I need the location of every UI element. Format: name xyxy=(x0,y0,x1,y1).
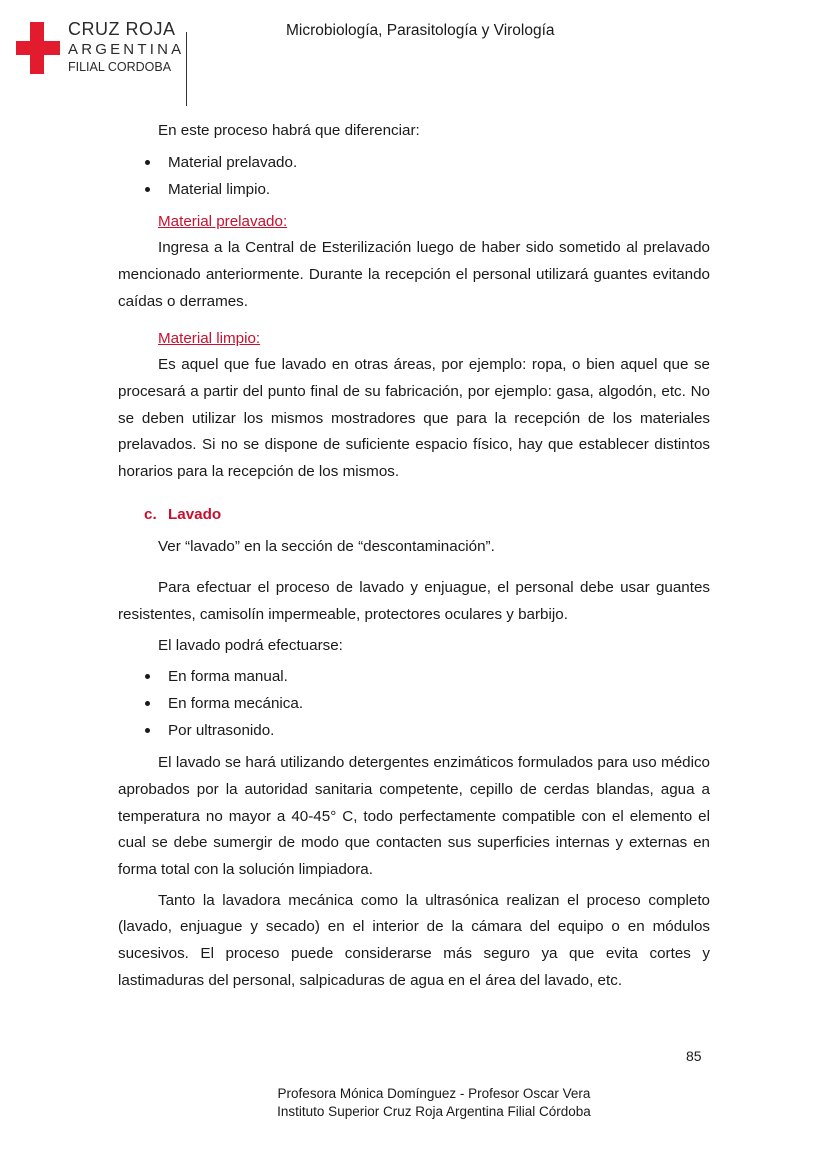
options-intro: El lavado podrá efectuarse: xyxy=(158,636,343,654)
cruz-roja-logo xyxy=(14,18,184,90)
intro-paragraph: En este proceso habrá que diferenciar: xyxy=(158,122,420,139)
bullet-icon xyxy=(145,728,150,733)
page-number: 85 xyxy=(686,1048,702,1064)
document-header-title: Microbiología, Parasitología y Virología xyxy=(286,22,555,39)
list-item: En forma manual. xyxy=(118,663,710,690)
page-footer xyxy=(0,1085,828,1121)
bullet-icon xyxy=(145,701,150,706)
footer-institution: Instituto Superior Cruz Roja Argentina Filial Córdoba xyxy=(277,1104,591,1119)
page-content xyxy=(118,118,710,995)
bullet-icon xyxy=(145,160,150,165)
ppe-paragraph: Para efectuar el proceso de lavado y enjuague, el personal debe usar guantes resistentes, camisolín impermeable, protectores oculares y barbijo. xyxy=(118,579,710,623)
detergent-paragraph: El lavado se hará utilizando detergentes enzimáticos formulados para uso médico aprobados por la autoridad sanitaria competente, cepillo de cerdas blandas, agua a temperatura no mayor a 40-45° C, todo perfectamente compatible con el elemento el cual se debe sumergir de modo que contacten sus superficies internas y externas en forma total con la solución limpiadora. xyxy=(118,754,710,879)
logo-line-1: CRUZ ROJA xyxy=(68,19,176,39)
machine-paragraph: Tanto la lavadora mecánica como la ultrasónica realizan el proceso completo (lavado, enjuague y secado) en el interior de la cámara del equipo o en módulos sucesivos. El proceso puede considerarse más seguro ya que evita cortes y lastimaduras del personal, salpicaduras de agua en el área del lavado, etc. xyxy=(118,891,710,989)
prelavado-paragraph: Ingresa a la Central de Esterilización luego de haber sido sometido al prelavado mencionado anteriormente. Durante la recepción el personal utilizará guantes evitando caídas o derrames. xyxy=(118,239,710,310)
logo-line-3: FILIAL CORDOBA xyxy=(68,60,172,74)
intro-bullet-list xyxy=(118,149,710,203)
section-letter: c. xyxy=(144,505,157,523)
limpio-paragraph: Es aquel que fue lavado en otras áreas, por ejemplo: ropa, o bien aquel que se procesará a partir del punto final de su fabricación, por ejemplo: gasa, algodón, etc. No se deben utilizar los mismos mostradores que para la recepción de los materiales prelavados. Si no se dispone de suficiente espacio físico, hay que establecer distintos horarios para la recepción de los mismos. xyxy=(118,356,710,481)
list-item: Material limpio. xyxy=(118,176,710,203)
footer-authors: Profesora Mónica Domínguez - Profesor Oscar Vera xyxy=(277,1086,591,1101)
list-item: Material prelavado. xyxy=(118,149,710,176)
logo-line-2: ARGENTINA xyxy=(68,41,185,58)
list-item: Por ultrasonido. xyxy=(118,717,710,744)
subheading-material-prelavado: Material prelavado: xyxy=(158,212,288,230)
bullet-icon xyxy=(145,674,150,679)
section-title: Lavado xyxy=(168,505,222,523)
list-item: En forma mecánica. xyxy=(118,690,710,717)
see-also-paragraph: Ver “lavado” en la sección de “descontaminación”. xyxy=(158,538,495,556)
subheading-material-limpio: Material limpio: xyxy=(158,329,261,347)
logo-text xyxy=(68,18,184,74)
bullet-icon xyxy=(145,187,150,192)
section-heading-lavado xyxy=(118,502,710,529)
header-divider xyxy=(186,32,187,106)
washing-options-list xyxy=(118,663,710,744)
